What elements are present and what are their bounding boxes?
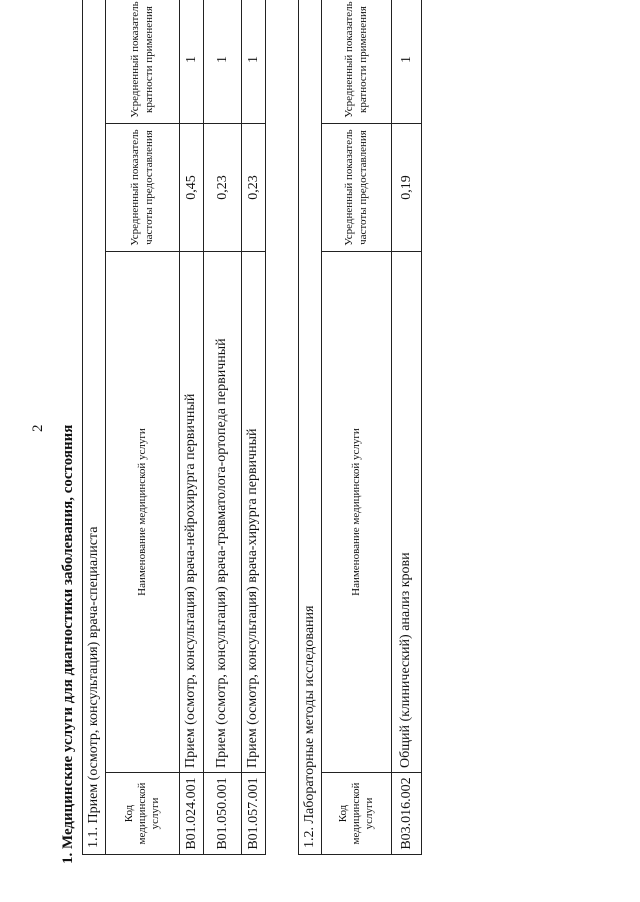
header-name: Наименование медицинской услуги — [106, 252, 180, 773]
service-name: Прием (осмотр, консультация) врача-травматолога-ортопеда первичный — [204, 252, 242, 773]
section-title: 1. Медицинские услуги для диагностики заболевания, состояния — [60, 424, 76, 864]
table-lab-methods — [298, 0, 422, 855]
service-code: B01.024.001 — [180, 773, 204, 855]
header-code: Код медицинской услуги — [322, 773, 392, 855]
header-multiplicity: Усредненный показатель кратности применения — [322, 0, 392, 124]
service-name: Прием (осмотр, консультация) врача-хирурга первичный — [242, 252, 266, 773]
table-row — [392, 0, 422, 855]
table-row — [204, 0, 242, 855]
service-code: B01.057.001 — [242, 773, 266, 855]
frequency-value: 0,45 — [180, 124, 204, 252]
service-code: B01.050.001 — [204, 773, 242, 855]
service-name: Прием (осмотр, консультация) врача-нейрохирурга первичный — [180, 252, 204, 773]
multiplicity-value: 1 — [204, 0, 242, 124]
header-code: Код медицинской услуги — [106, 773, 180, 855]
table-caption: 1.2. Лабораторные методы исследования — [299, 0, 322, 855]
table-caption: 1.1. Прием (осмотр, консультация) врача-специалиста — [83, 0, 106, 855]
rotated-page-content — [0, 1, 640, 900]
header-multiplicity: Усредненный показатель кратности применения — [106, 0, 180, 124]
multiplicity-value: 1 — [242, 0, 266, 124]
header-frequency: Усредненный показатель частоты предоставления — [106, 124, 180, 252]
page-number: 2 — [30, 424, 46, 432]
table-consultations — [82, 0, 266, 855]
header-name: Наименование медицинской услуги — [322, 252, 392, 773]
frequency-value: 0,19 — [392, 124, 422, 252]
table-row — [180, 0, 204, 855]
frequency-value: 0,23 — [204, 124, 242, 252]
frequency-value: 0,23 — [242, 124, 266, 252]
multiplicity-value: 1 — [180, 0, 204, 124]
table-row — [242, 0, 266, 855]
multiplicity-value: 1 — [392, 0, 422, 124]
service-code: B03.016.002 — [392, 773, 422, 855]
header-frequency: Усредненный показатель частоты предоставления — [322, 124, 392, 252]
service-name: Общий (клинический) анализ крови — [392, 252, 422, 773]
